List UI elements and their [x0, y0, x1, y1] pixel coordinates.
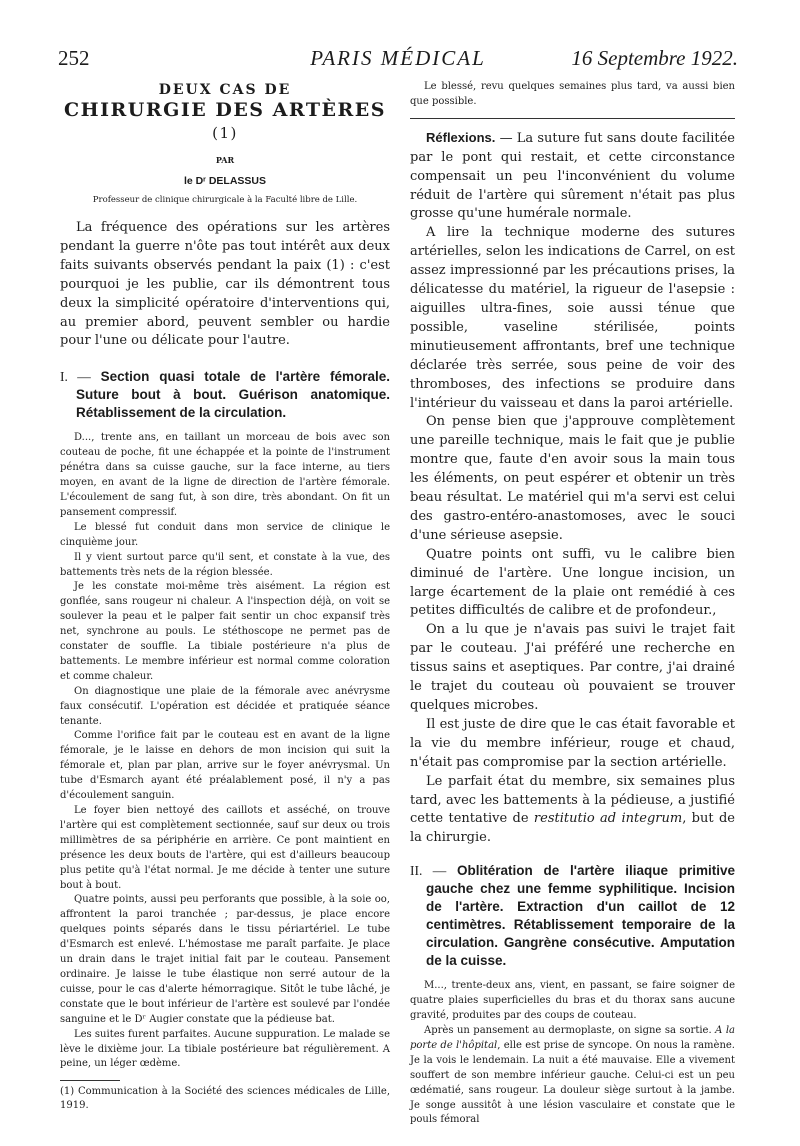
- section1-paragraph: Comme l'orifice fait par le couteau est en avant de la ligne fémorale, je le laisse en dehors de mon incision qui suit la fémorale et, plan par plan, arrive sur le foyer anévrysmal. Un tube d'Esmarch ayant été préalablement posé, il n'y a pas d'écoulement sanguin.: [60, 730, 390, 802]
- journal-title: PARIS MÉDICAL: [310, 46, 486, 70]
- right-paragraph: Quatre points ont suffi, vu le calibre bien diminué de l'artère. Une longue incision, un large écartement de la plaie ont remédié à ces petites difficultés de calibre et de profondeur.,: [410, 546, 735, 619]
- section2-number: II. —: [410, 863, 447, 879]
- article-title-text: CHIRURGIE DES ARTÈRES: [64, 99, 386, 121]
- reflexions-text: — La suture fut sans doute facilitée par le pont qui restait, et cette circonstance compensait un peu l'inconvénient du volume réduit de l'artère qui sûrement n'était pas plus grosse qu'une humérale normale.: [410, 130, 735, 222]
- continuation-paragraph: Le blessé, revu quelques semaines plus tard, va aussi bien que possible.: [410, 81, 735, 107]
- section2-heading-text: Oblitération de l'artère iliaque primitive gauche chez une femme syphilitique. Incision de l'artère. Extraction d'un caillot de 12 centimètres. Rétablissement temporaire de la circulation. Gangrène consécutive. Amputation de la cuisse.: [426, 863, 735, 969]
- section2-para2-italic: A la porte de l'hôpital: [410, 1024, 736, 1051]
- last-paragraph-end: , but de la chirurgie.: [410, 811, 735, 846]
- reflexions-paragraph: [410, 129, 735, 225]
- section1-paragraph: Le foyer bien nettoyé des caillots et asséché, on trouve l'artère qui est complètement sectionnée, sauf sur deux ou trois millimètres de sa périphérie en arrière. Ce pont maintient en présence les deux bouts de l'artère, qui est d'ailleurs beaucoup plus petite qu'à l'état normal. Je me décide à tenter une suture bout à bout.: [60, 805, 390, 891]
- section1-paragraph: Le blessé fut conduit dans mon service de clinique le cinquième jour.: [60, 521, 390, 548]
- page-header: [58, 46, 738, 74]
- right-paragraph: Il est juste de dire que le cas était favorable et la vie du membre inférieur, rouge et chaud, n'était pas compromise par la section artérielle.: [410, 716, 735, 770]
- section1-paragraph: Il y vient surtout parce qu'il sent, et constate à la vue, des battements très nets de la région blessée.: [60, 551, 390, 578]
- article-title-line2: [60, 99, 390, 143]
- last-paragraph-start: Le parfait état du membre, six semaines plus tard, avec les battements à la pédieuse, a justifié cette tentative de: [410, 773, 735, 827]
- section2-paragraph: [410, 1024, 735, 1128]
- issue-date: 16 Septembre 1922.: [571, 46, 738, 70]
- footnote: (1) Communication à la Société des sciences médicales de Lille, 1919.: [60, 1086, 390, 1112]
- section1-number: I. —: [60, 369, 91, 385]
- right-paragraph: [410, 773, 735, 849]
- column-divider: [410, 118, 735, 119]
- author-affiliation: Professeur de clinique chirurgicale à la Faculté libre de Lille.: [92, 195, 358, 205]
- by-line: PAR: [215, 155, 235, 165]
- footnote-ref: (1): [212, 124, 238, 142]
- right-paragraph: On a lu que je n'avais pas suivi le trajet fait par le couteau. J'ai préféré une recherche en tissus sains et aseptiques. Par contre, j'ai drainé le trajet du couteau où pouvaient se trouver quelques microbes.: [410, 622, 735, 713]
- page-number: 252: [58, 46, 90, 70]
- left-column: [60, 80, 390, 1113]
- right-paragraph: On pense bien que j'approuve complètement une pareille technique, mais le fait que je publie montre que, faute d'en avoir sous la main tous les éléments, on peut espérer et obtenir un très beau résultat. Le matériel qui m'a servi est celui des gastro-entéro-anastomoses, avec le souci d'une sérieuse asepsie.: [410, 414, 735, 543]
- section2-heading: [410, 862, 735, 970]
- intro-paragraph: La fréquence des opérations sur les artères pendant la guerre n'ôte pas tout intérêt aux deux faits suivants observés pendant la paix (1) : c'est pourquoi je les publie, car ils démontrent tous deux la simplicité opératoire d'interventions qui, au premier abord, peuvent sembler ou hardie pour l'une ou délicate pour l'autre.: [60, 220, 390, 349]
- section1-paragraph: Quatre points, aussi peu perforants que possible, à la soie oo, affrontent la paroi tranchée ; par-dessus, je place encore quelques points séparés dans le tissu périartériel. Le tube d'Esmarch est enlevé. L'hémostase me paraît parfaite. Je place un drain dans le trajet initial fait par le couteau. Pansement ordinaire. Je laisse le tube élastique non serré autour de la cuisse, pour le cas d'alerte hémorragique. Sitôt le tube lâché, je constate que le bout inférieur de l'artère est soulevé par l'ondée sanguine et le Dʳ Augier constate que la pédieuse bat.: [60, 894, 390, 1025]
- section1-paragraph: Je les constate moi-même très aisément. La région est gonflée, sans rougeur ni chaleur. A l'inspection déjà, on voit se soulever la peau et le palper fait sentir un choc expansif très net, synchrone au pouls. Le stéthoscope ne permet pas de constater de souffle. La tibiale postérieure n'a plus de battements. Le membre inférieur est normal comme coloration et comme chaleur.: [60, 581, 390, 682]
- section1-heading: [60, 368, 390, 422]
- last-paragraph-italic: restitutio ad integrum: [533, 811, 683, 827]
- right-column: [410, 80, 735, 1128]
- author-name: le Dʳ DELASSUS: [184, 175, 266, 187]
- section1-paragraph: D..., trente ans, en taillant un morceau de bois avec son couteau de poche, fit une échappée et la pointe de l'instrument pénétra dans sa cuisse gauche, sur la face interne, au tiers moyen, en avant de la ligne de direction de l'artère fémorale. L'écoulement de sang fut, à son dire, très abondant. On fit un pansement compressif.: [60, 432, 390, 518]
- article-title-line1: DEUX CAS DE: [158, 82, 292, 98]
- section2-para2-start: Après un pansement au dermoplaste, on signe sa sortie.: [424, 1024, 716, 1036]
- section1-heading-text: Section quasi totale de l'artère fémorale. Suture bout à bout. Guérison anatomique. Rétablissement de la circulation.: [76, 369, 390, 421]
- reflexions-label: Réflexions.: [426, 129, 496, 145]
- right-paragraph: A lire la technique moderne des sutures artérielles, selon les indications de Carrel, on est assez impressionné par les précautions prises, la délicatesse du matériel, la rigueur de l'asepsie : aiguilles ultra-fines, soie aussi ténue que possible, vaseline stérilisée, points minutieusement affrontants, bref une technique déclarée très serrée, sous peine de voir des thromboses, des infections se produire dans l'intérieur du vaisseau et dans la paroi artérielle.: [410, 225, 735, 411]
- section1-paragraph: On diagnostique une plaie de la fémorale avec anévrysme faux consécutif. L'opération est décidée et pratiquée séance tenante.: [60, 685, 390, 727]
- section2-paragraph: M..., trente-deux ans, vient, en passant, se faire soigner de quatre plaies superficielles du bras et du thorax sans aucune gravité, produites par des coups de couteau.: [410, 980, 735, 1022]
- section2-para2-end: , elle est prise de syncope. On nous la ramène. Je la vois le lendemain. La nuit a été mauvaise. Elle a vivement souffert de son membre inférieur gauche. Celui-ci est un peu œdématié, sans rougeur. La douleur siège surtout à la jambe. Je songe aussitôt à une lésion vasculaire et constate que le pouls fémoral: [410, 1039, 735, 1126]
- section1-paragraph: Les suites furent parfaites. Aucune suppuration. Le malade se lève le dixième jour. La tibiale postérieure bat régulièrement. A peine, un léger œdème.: [60, 1028, 390, 1070]
